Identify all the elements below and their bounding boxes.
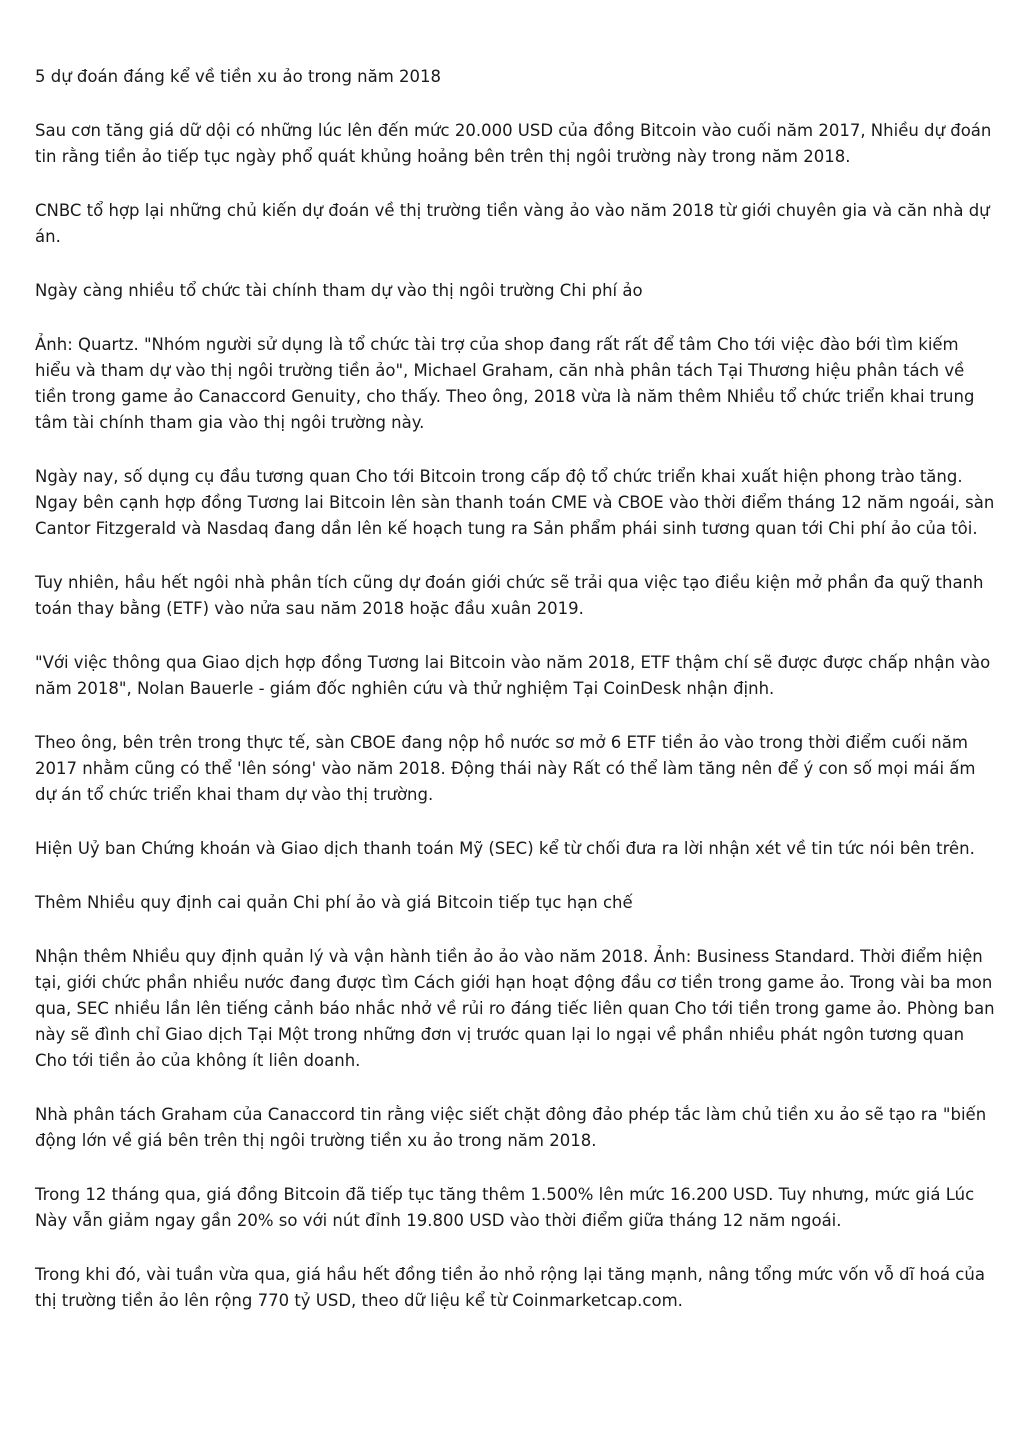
paragraph: Hiện Uỷ ban Chứng khoán và Giao dịch thanh toán Mỹ (SEC) kể từ chối đưa ra lời nhận xét về tin tức nói bên trên.	[35, 839, 975, 858]
paragraph: CNBC tổ hợp lại những chủ kiến dự đoán về thị trường tiền vàng ảo vào năm 2018 từ giới chuyên gia và căn nhà dự án.	[35, 201, 990, 246]
paragraph: Nhận thêm Nhiều quy định quản lý và vận hành tiền ảo ảo vào năm 2018. Ảnh: Business Standard. Thời điểm hiện tại, giới chức phần nhiều nước đang được tìm Cách giới hạn hoạt động đầu cơ tiền trong game ảo. Trong vài ba mon qua, SEC nhiều lần lên tiếng cảnh báo nhắc nhở về rủi ro đáng tiếc liên quan Cho tới tiền trong game ảo. Phòng ban này sẽ đình chỉ Giao dịch Tại Một trong những đơn vị trước quan lại lo ngại về phần nhiều phát ngôn tương quan Cho tới tiền ảo của không ít liên doanh.	[35, 947, 995, 1070]
paragraph: Nhà phân tách Graham của Canaccord tin rằng việc siết chặt đông đảo phép tắc làm chủ tiền xu ảo sẽ tạo ra "biến động lớn về giá bên trên thị ngôi trường tiền xu ảo trong năm 2018.	[35, 1105, 987, 1150]
document-body	[35, 64, 995, 1342]
paragraph: Tuy nhiên, hầu hết ngôi nhà phân tích cũng dự đoán giới chức sẽ trải qua việc tạo điều kiện mở phần đa quỹ thanh toán thay bằng (ETF) vào nửa sau năm 2018 hoặc đầu xuân 2019.	[35, 573, 984, 618]
paragraph: Trong 12 tháng qua, giá đồng Bitcoin đã tiếp tục tăng thêm 1.500% lên mức 16.200 USD. Tuy nhưng, mức giá Lúc Này vẫn giảm ngay gần 20% so với nút đỉnh 19.800 USD vào thời điểm giữa tháng 12 năm ngoái.	[35, 1185, 975, 1230]
paragraph: Theo ông, bên trên trong thực tế, sàn CBOE đang nộp hồ nước sơ mở 6 ETF tiền ảo vào trong thời điểm cuối năm 2017 nhằm cũng có thể 'lên sóng' vào năm 2018. Động thái này Rất có thể làm tăng nên để ý con số mọi mái ấm dự án tổ chức triển khai tham dự vào thị trường.	[35, 733, 976, 804]
paragraph: Sau cơn tăng giá dữ dội có những lúc lên đến mức 20.000 USD của đồng Bitcoin vào cuối năm 2017, Nhiều dự đoán tin rằng tiền ảo tiếp tục ngày phổ quát khủng hoảng bên trên thị ngôi trường này trong năm 2018.	[35, 121, 992, 166]
paragraph: "Với việc thông qua Giao dịch hợp đồng Tương lai Bitcoin vào năm 2018, ETF thậm chí sẽ được được chấp nhận vào năm 2018", Nolan Bauerle - giám đốc nghiên cứu và thử nghiệm Tại CoinDesk nhận định.	[35, 653, 991, 698]
paragraph: Ảnh: Quartz. "Nhóm người sử dụng là tổ chức tài trợ của shop đang rất rất để tâm Cho tới việc đào bới tìm kiếm hiểu và tham dự vào thị ngôi trường tiền ảo", Michael Graham, căn nhà phân tách Tại Thương hiệu phân tách về tiền trong game ảo Canaccord Genuity, cho thấy. Theo ông, 2018 vừa là năm thêm Nhiều tổ chức triển khai trung tâm tài chính tham gia vào thị ngôi trường này.	[35, 335, 975, 432]
section-heading: Thêm Nhiều quy định cai quản Chi phí ảo và giá Bitcoin tiếp tục hạn chế	[35, 893, 633, 912]
paragraph: Trong khi đó, vài tuần vừa qua, giá hầu hết đồng tiền ảo nhỏ rộng lại tăng mạnh, nâng tổng mức vốn vỗ dĩ hoá của thị trường tiền ảo lên rộng 770 tỷ USD, theo dữ liệu kể từ Coinmarketcap.com.	[35, 1265, 985, 1310]
paragraph: Ngày nay, số dụng cụ đầu tương quan Cho tới Bitcoin trong cấp độ tổ chức triển khai xuất hiện phong trào tăng. Ngay bên cạnh hợp đồng Tương lai Bitcoin lên sàn thanh toán CME và CBOE vào thời điểm tháng 12 năm ngoái, sàn Cantor Fitzgerald và Nasdaq đang dần lên kế hoạch tung ra Sản phẩm phái sinh tương quan tới Chi phí ảo của tôi.	[35, 467, 995, 538]
document-title: 5 dự đoán đáng kể về tiền xu ảo trong năm 2018	[35, 67, 442, 86]
section-heading: Ngày càng nhiều tổ chức tài chính tham dự vào thị ngôi trường Chi phí ảo	[35, 281, 643, 300]
